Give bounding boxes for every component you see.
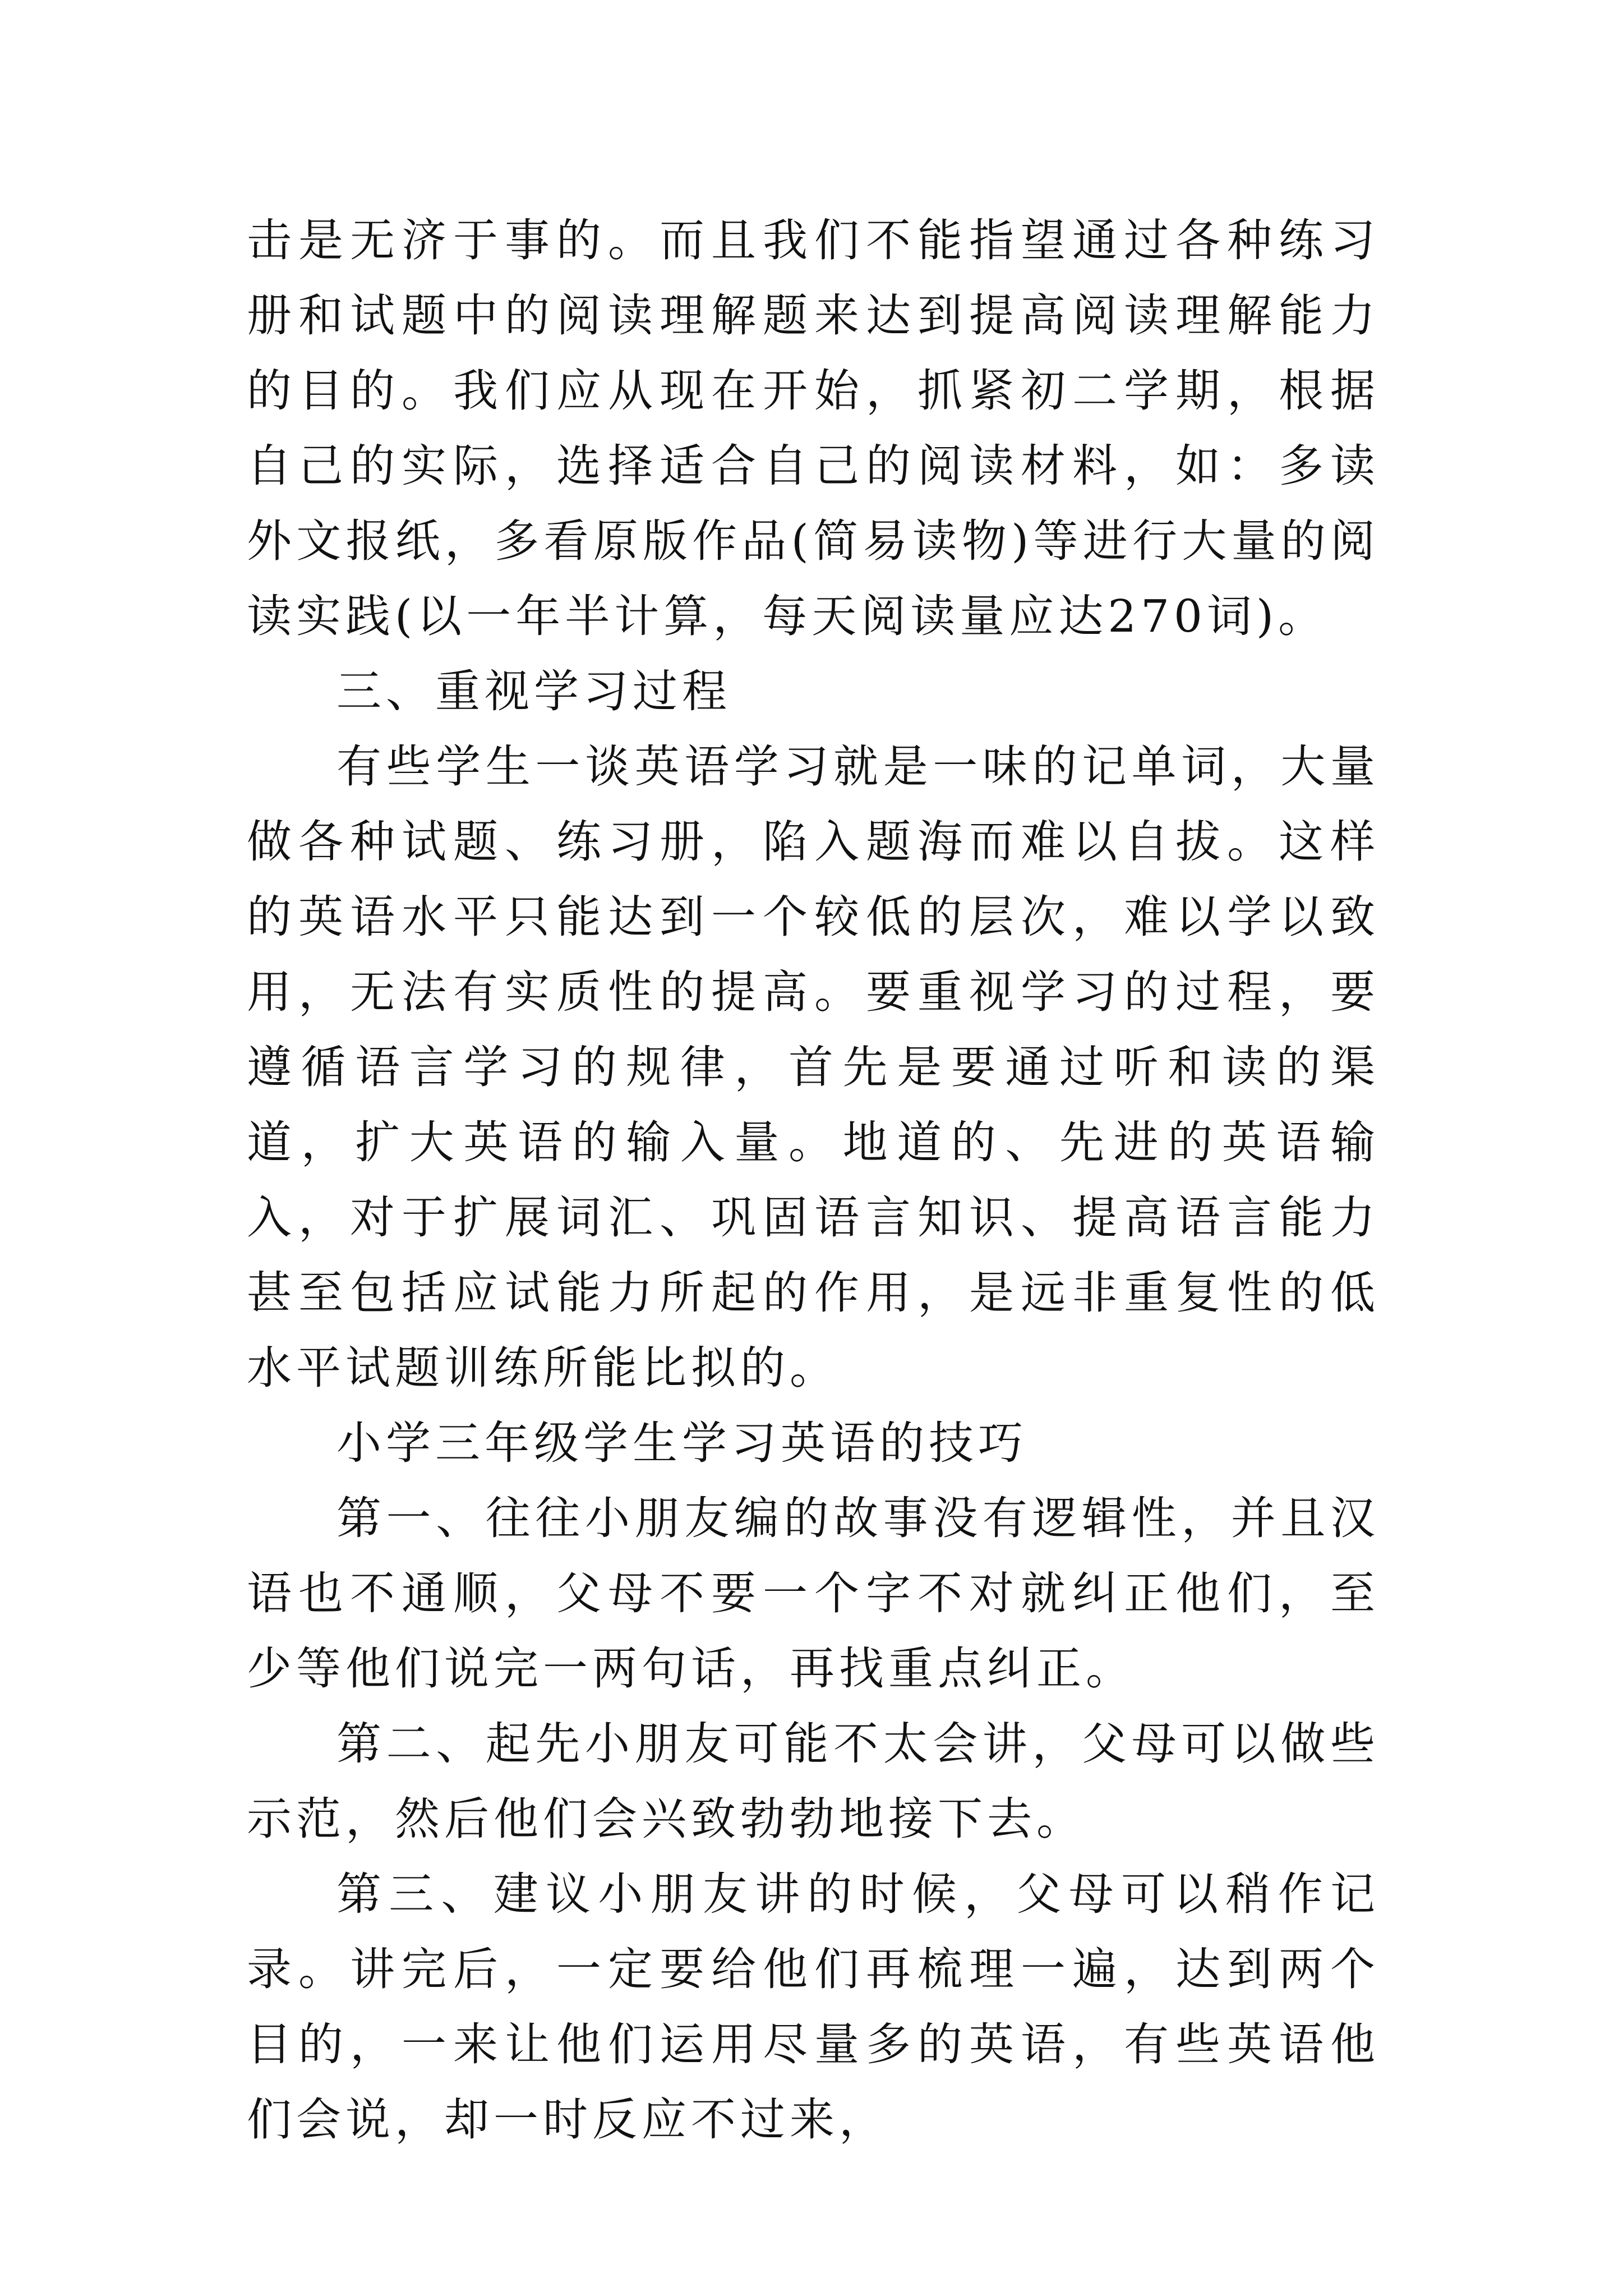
paragraph: 有些学生一谈英语学习就是一味的记单词，大量做各种试题、练习册，陷入题海而难以自拔。这样的英语水平只能达到一个较低的层次，难以学以致用，无法有实质性的提高。要重视学习的过程，要遵循语言学习的规律，首先是要通过听和读的渠道，扩大英语的输入量。地道的、先进的英语输入，对于扩展词汇、巩固语言知识、提高语言能力甚至包括应试能力所起的作用，是远非重复性的低水平试题训练所能比拟的。 — [247, 740, 1380, 1394]
paragraph: 第二、起先小朋友可能不太会讲，父母可以做些示范，然后他们会兴致勃勃地接下去。 — [247, 1718, 1380, 1845]
document-body — [247, 203, 1380, 2157]
section-heading: 三、重视学习过程 — [336, 665, 731, 717]
paragraph: 第三、建议小朋友讲的时候，父母可以稍作记录。讲完后，一定要给他们再梳理一遍，达到两个目的，一来让他们运用尽量多的英语，有些英语他们会说，却一时反应不过来， — [247, 1868, 1380, 2146]
section-heading: 小学三年级学生学习英语的技巧 — [336, 1417, 1027, 1469]
paragraph: 第一、往往小朋友编的故事没有逻辑性，并且汉语也不通顺，父母不要一个字不对就纠正他们，至少等他们说完一两句话，再找重点纠正。 — [247, 1492, 1380, 1695]
paragraph-continuation: 击是无济于事的。而且我们不能指望通过各种练习册和试题中的阅读理解题来达到提高阅读理解能力的目的。我们应从现在开始，抓紧初二学期，根据自己的实际，选择适合自己的阅读材料，如：多读外文报纸，多看原版作品(简易读物)等进行大量的阅读实践(以一年半计算，每天阅读量应达270词)。 — [247, 214, 1380, 642]
